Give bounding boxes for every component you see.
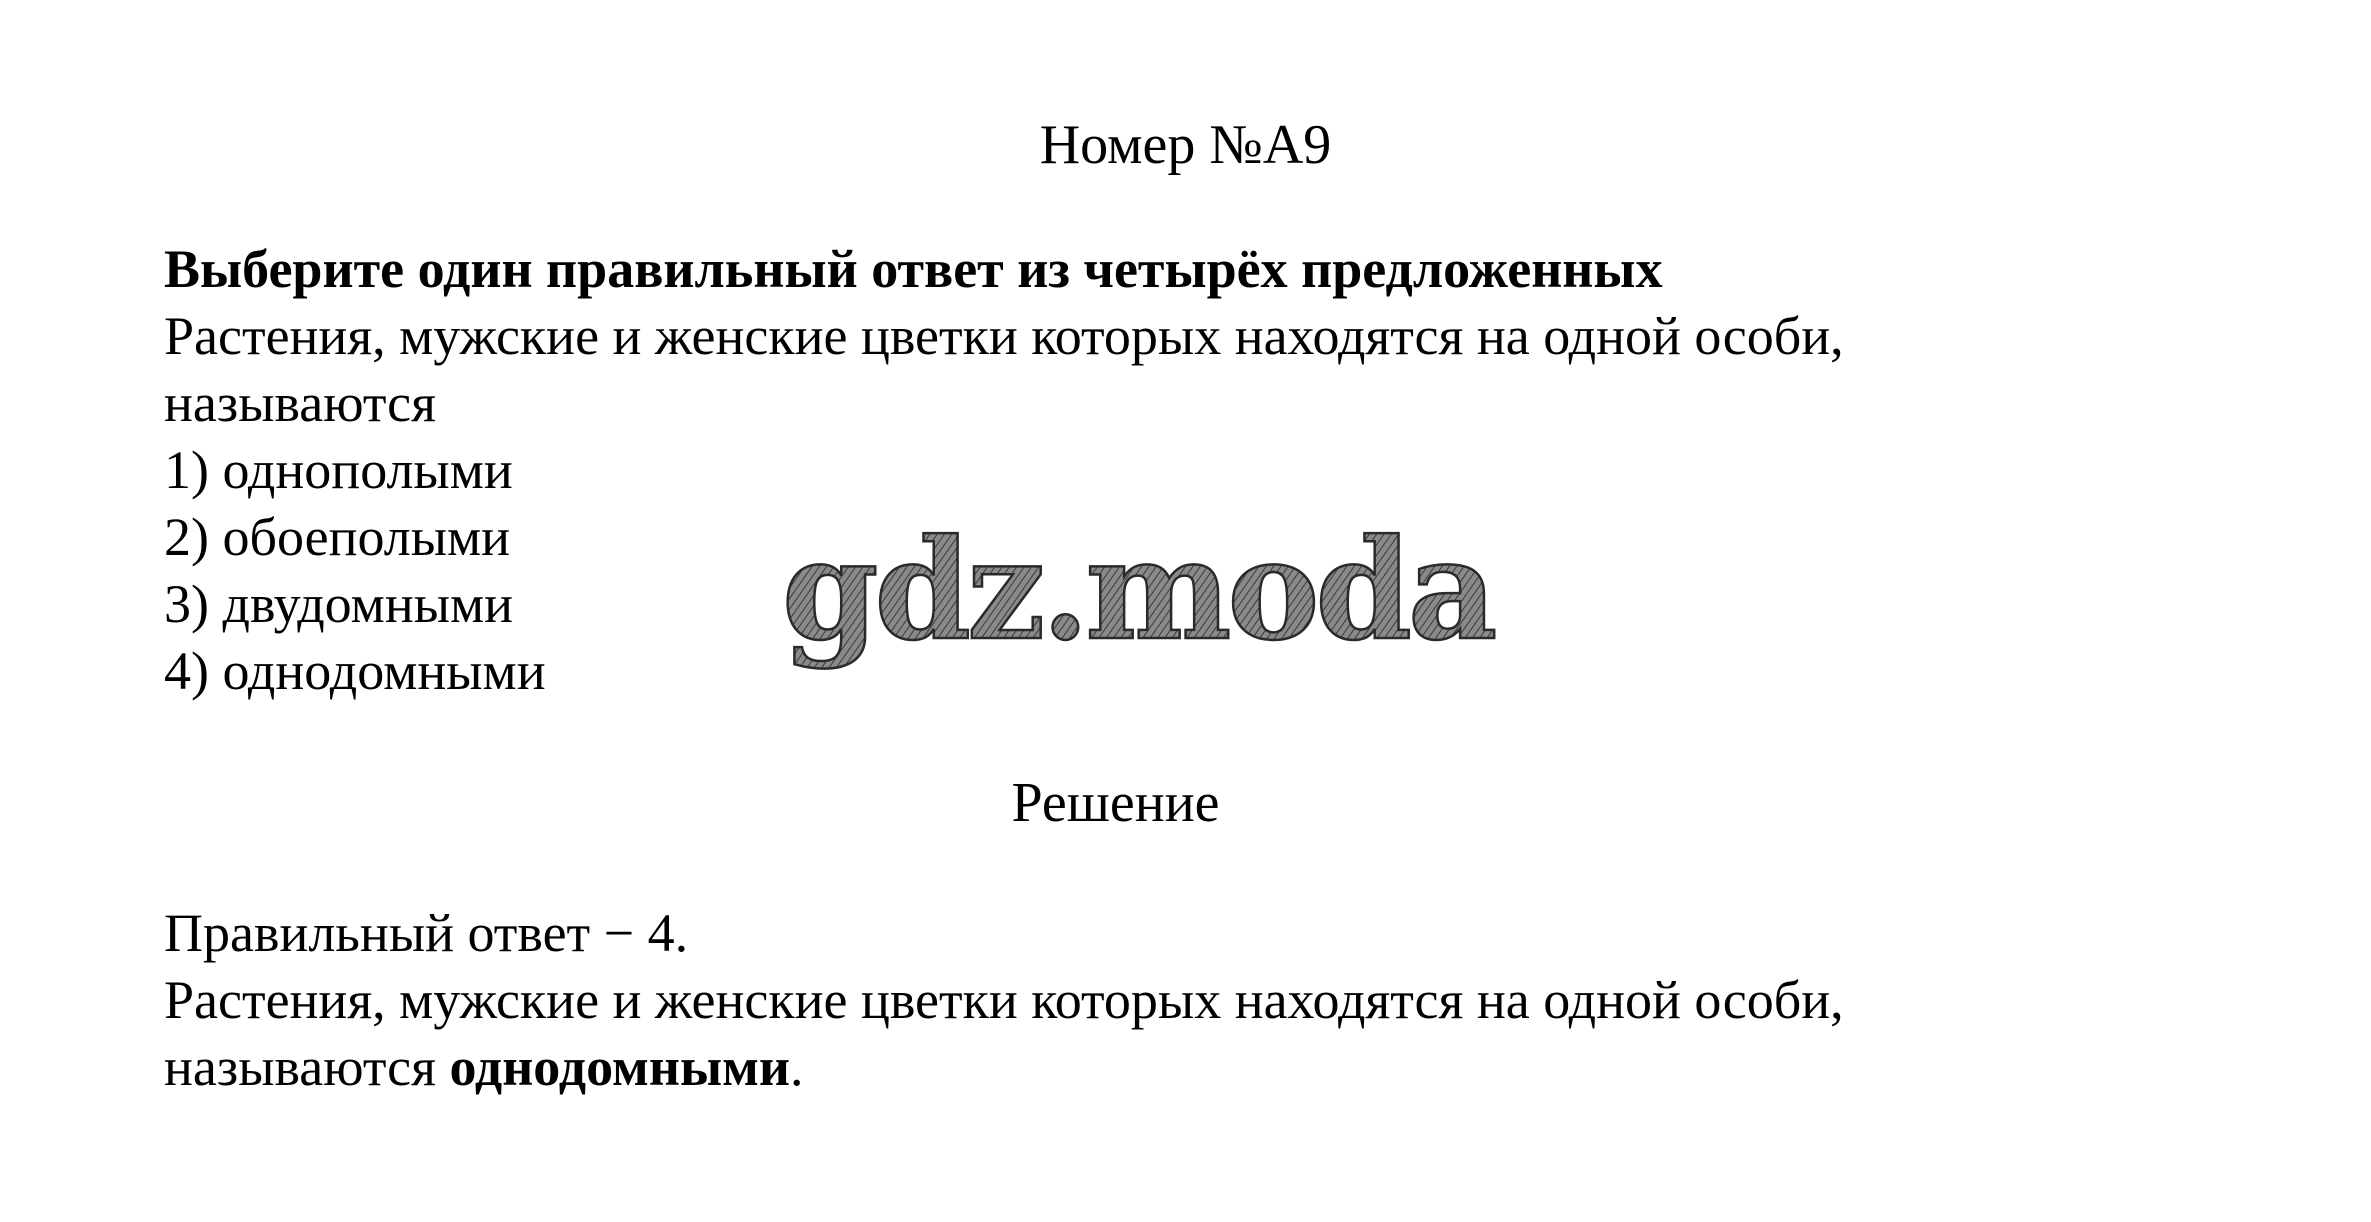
explanation-line-2	[164, 1034, 2124, 1101]
explanation-bold-term: однодомными	[449, 1037, 790, 1097]
task-question	[164, 303, 2124, 437]
question-line-1: Растения, мужские и женские цветки которых находятся на одной особи,	[164, 306, 1844, 366]
explanation-line-1: Растения, мужские и женские цветки которых находятся на одной особи,	[164, 970, 1844, 1030]
solution-answer: Правильный ответ − 4.	[164, 903, 689, 963]
explanation-prefix: называются	[164, 1037, 450, 1097]
option-4: 4) однодомными	[164, 641, 546, 701]
task-instruction: Выберите один правильный ответ из четырёх предложенных	[164, 239, 1663, 299]
page-title: Номер №A9	[1039, 114, 1332, 176]
solution-explanation	[164, 967, 2124, 1101]
watermark-text: gdz.moda	[782, 508, 1494, 671]
option-2: 2) обоеполыми	[164, 507, 511, 567]
option-1: 1) однополыми	[164, 440, 513, 500]
question-line-2: называются	[164, 373, 436, 433]
option-3: 3) двудомными	[164, 574, 514, 634]
explanation-suffix: .	[790, 1037, 804, 1097]
solution-title: Решение	[1011, 772, 1220, 834]
watermark-logo	[778, 508, 1494, 690]
